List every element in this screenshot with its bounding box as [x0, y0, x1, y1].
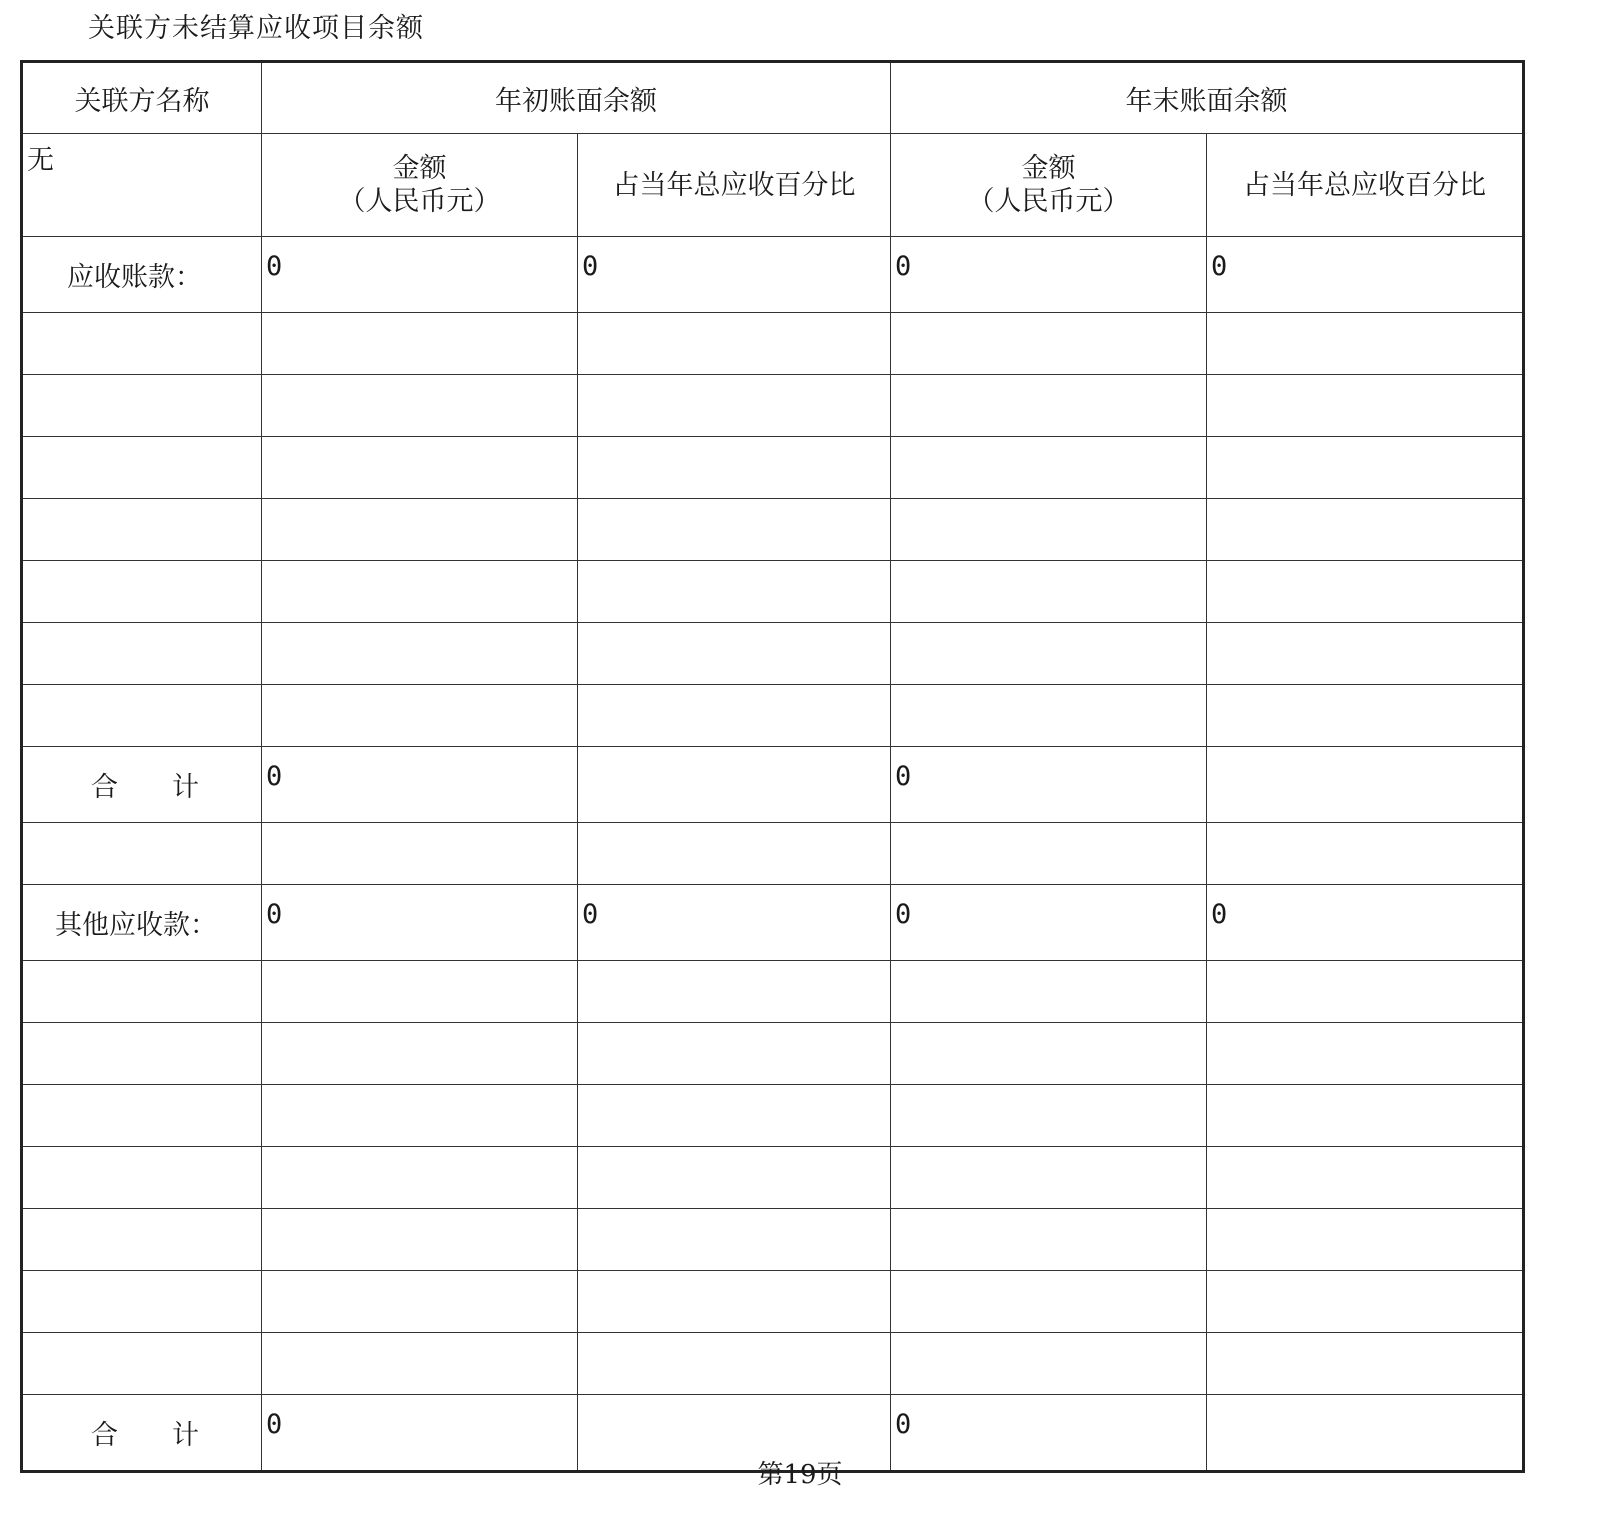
table-cell — [578, 1333, 891, 1395]
table-cell: 0 — [891, 885, 1207, 961]
amount-label: 金额 — [392, 153, 447, 184]
opening-percent-header: 占当年总应收百分比 — [578, 134, 891, 237]
table-row — [22, 685, 1524, 747]
table-cell — [578, 1085, 891, 1147]
table-row — [22, 499, 1524, 561]
table-cell: 0 — [578, 237, 891, 313]
table-cell — [578, 623, 891, 685]
table-cell — [1207, 1023, 1524, 1085]
table-cell — [22, 499, 262, 561]
table-cell — [262, 561, 578, 623]
table-cell — [262, 313, 578, 375]
table-row — [22, 623, 1524, 685]
total-label: 合计 — [22, 747, 262, 823]
table-cell: 0 — [891, 1395, 1207, 1472]
table-cell — [262, 499, 578, 561]
table-cell — [1207, 1085, 1524, 1147]
table-cell: 0 — [262, 237, 578, 313]
table-cell — [262, 375, 578, 437]
table-row — [22, 561, 1524, 623]
table-cell — [22, 1023, 262, 1085]
table-cell — [891, 623, 1207, 685]
table-cell — [891, 1271, 1207, 1333]
party-name-value: 无 — [22, 134, 262, 237]
table-cell — [578, 437, 891, 499]
table-cell — [22, 623, 262, 685]
table-cell — [578, 1209, 891, 1271]
table-cell — [262, 1333, 578, 1395]
other-receivables-row — [22, 885, 1524, 961]
table-cell — [578, 1023, 891, 1085]
table-row — [22, 1085, 1524, 1147]
table-cell — [1207, 313, 1524, 375]
table-cell — [22, 1271, 262, 1333]
table-cell — [262, 1271, 578, 1333]
closing-percent-header: 占当年总应收百分比 — [1207, 134, 1524, 237]
table-cell — [22, 823, 262, 885]
opening-amount-header — [262, 134, 578, 237]
table-cell: 0 — [891, 747, 1207, 823]
table-cell — [262, 437, 578, 499]
table-row — [22, 961, 1524, 1023]
table-cell: 0 — [262, 885, 578, 961]
table-cell — [262, 1023, 578, 1085]
table-cell — [1207, 499, 1524, 561]
table-row — [22, 1333, 1524, 1395]
table-cell — [578, 375, 891, 437]
table-cell — [1207, 747, 1524, 823]
table-row — [22, 437, 1524, 499]
receivables-label: 应收账款： — [22, 237, 262, 313]
table-cell: 0 — [1207, 237, 1524, 313]
table-cell — [1207, 961, 1524, 1023]
amount-unit: （人民币元） — [338, 186, 501, 217]
table-cell — [22, 961, 262, 1023]
amount-unit: （人民币元） — [967, 186, 1130, 217]
closing-balance-header: 年末账面余额 — [891, 62, 1524, 134]
table-cell — [891, 437, 1207, 499]
table-row — [22, 1147, 1524, 1209]
table-cell — [891, 1147, 1207, 1209]
table-cell — [22, 685, 262, 747]
table-cell — [1207, 1333, 1524, 1395]
party-name-header: 关联方名称 — [22, 62, 262, 134]
table-row — [22, 313, 1524, 375]
table-cell — [22, 1333, 262, 1395]
table-cell: 0 — [1207, 885, 1524, 961]
receivables-total-row — [22, 747, 1524, 823]
table-cell — [891, 1209, 1207, 1271]
receivables-row — [22, 237, 1524, 313]
closing-amount-header — [891, 134, 1207, 237]
table-cell — [891, 685, 1207, 747]
other-receivables-label: 其他应收款： — [22, 885, 262, 961]
table-cell — [262, 1085, 578, 1147]
table-cell — [22, 1209, 262, 1271]
table-cell — [578, 561, 891, 623]
table-cell — [1207, 1209, 1524, 1271]
table-cell — [1207, 1147, 1524, 1209]
table-row — [22, 1271, 1524, 1333]
table-cell — [891, 313, 1207, 375]
table-cell — [262, 823, 578, 885]
table-cell — [1207, 823, 1524, 885]
table-cell — [1207, 685, 1524, 747]
table-cell — [22, 313, 262, 375]
total-label: 合计 — [22, 1395, 262, 1472]
table-cell — [891, 961, 1207, 1023]
page-number: 第19页 — [757, 1460, 843, 1490]
table-cell — [891, 499, 1207, 561]
amount-label: 金额 — [1021, 153, 1076, 184]
table-cell — [891, 1085, 1207, 1147]
header-row-2 — [22, 134, 1524, 237]
table-cell — [262, 1147, 578, 1209]
table-cell — [578, 1271, 891, 1333]
table-cell — [578, 685, 891, 747]
table-cell: 0 — [262, 747, 578, 823]
header-row-1 — [22, 62, 1524, 134]
page-title: 关联方未结算应收项目余额 — [88, 13, 424, 44]
table-cell — [1207, 1271, 1524, 1333]
table-row — [22, 375, 1524, 437]
table-cell — [891, 823, 1207, 885]
table-row — [22, 1209, 1524, 1271]
table-cell — [891, 561, 1207, 623]
table-cell — [262, 623, 578, 685]
table-cell — [22, 437, 262, 499]
table-cell — [891, 1333, 1207, 1395]
table-cell — [22, 1085, 262, 1147]
table-row — [22, 823, 1524, 885]
table-cell — [1207, 375, 1524, 437]
table-cell — [578, 961, 891, 1023]
table-row — [22, 1023, 1524, 1085]
table-cell — [1207, 623, 1524, 685]
table-cell — [578, 747, 891, 823]
table-cell — [578, 1147, 891, 1209]
receivables-table — [20, 60, 1525, 1473]
table-cell — [1207, 437, 1524, 499]
table-cell: 0 — [891, 237, 1207, 313]
table-cell — [262, 685, 578, 747]
table-cell: 0 — [262, 1395, 578, 1472]
opening-balance-header: 年初账面余额 — [262, 62, 891, 134]
table-cell — [578, 823, 891, 885]
table-cell — [891, 375, 1207, 437]
table-cell: 0 — [578, 885, 891, 961]
table-cell — [1207, 561, 1524, 623]
table-cell — [262, 1209, 578, 1271]
table-cell — [578, 499, 891, 561]
table-cell — [891, 1023, 1207, 1085]
table-cell — [578, 313, 891, 375]
table-cell — [262, 961, 578, 1023]
table-cell — [22, 375, 262, 437]
table-cell — [22, 1147, 262, 1209]
table-cell — [22, 561, 262, 623]
